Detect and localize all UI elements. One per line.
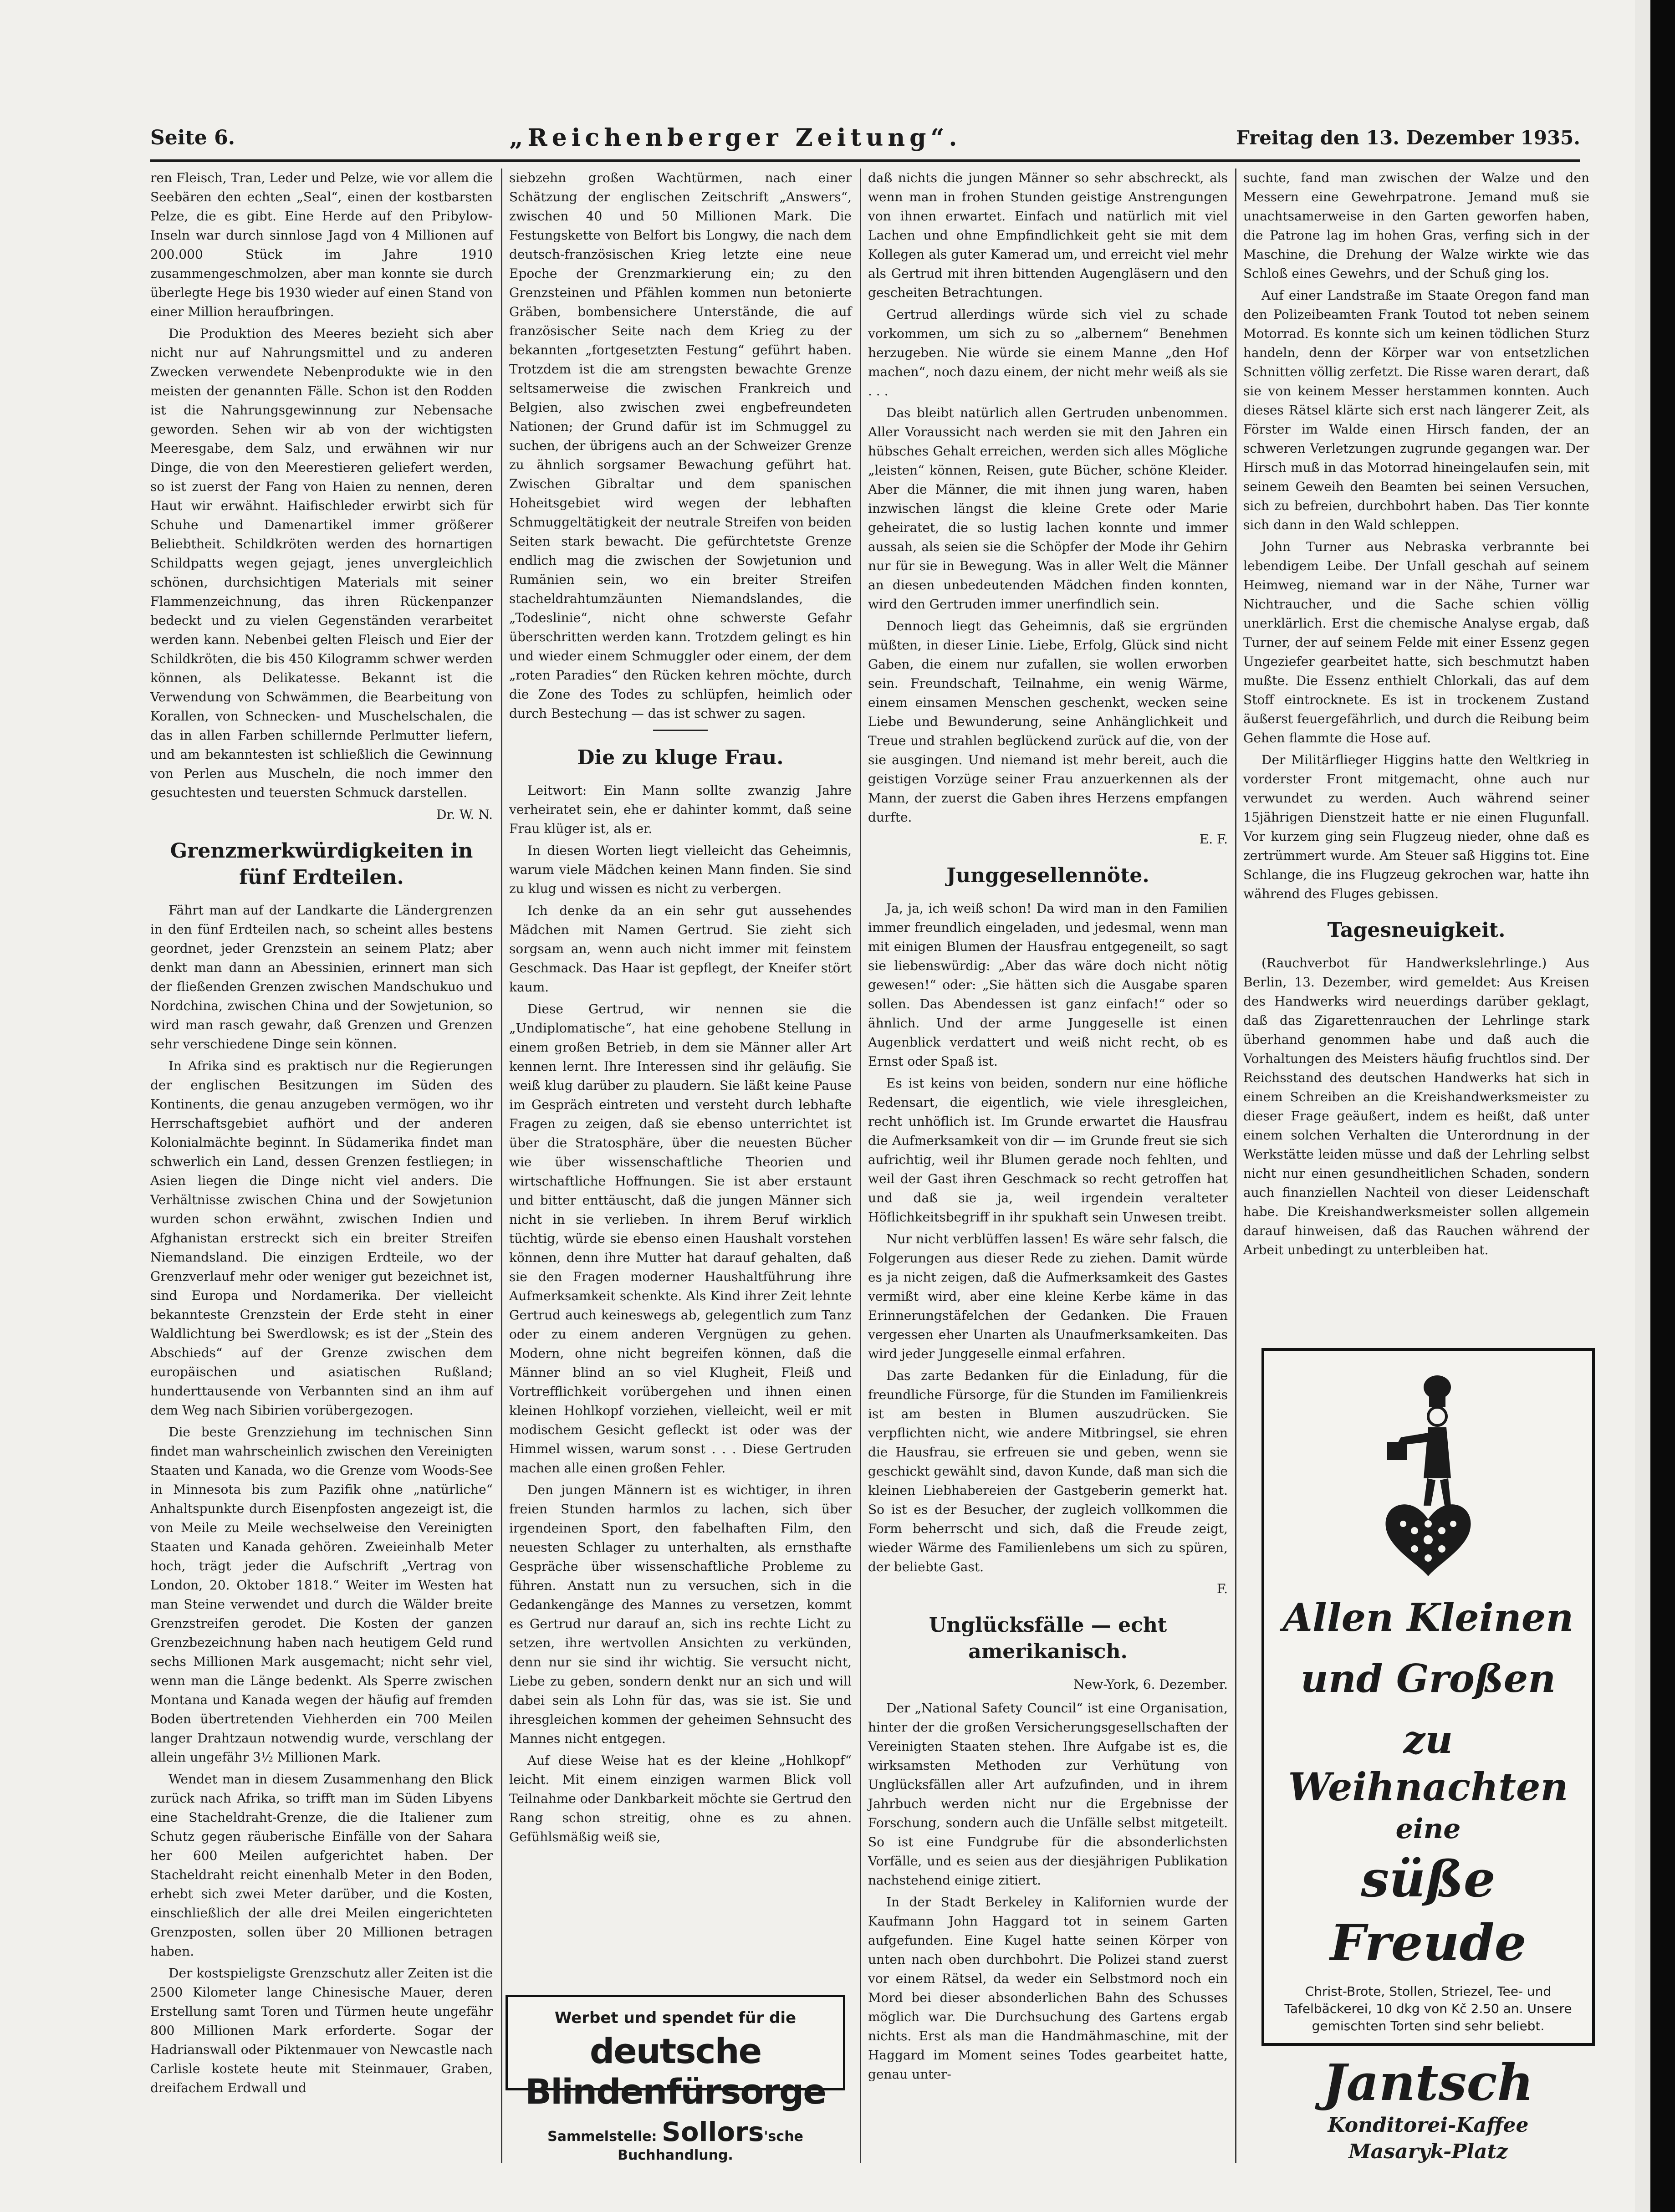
paragraph: Dennoch liegt das Geheimnis, daß sie ergründen müßten, in dieser Linie. Liebe, Erfolg, Glück sind nicht Gaben, die einem nur zufallen, sie wollen erworben sein. Freundschaft, Teilnahme, ein wenig Wärme, einem einsamen Menschen geschenkt, wecken seine Liebe und Bewunderung, seine Anhänglichkeit und Treue und strahlen beglückend zurück auf die, von der sie ausgingen. Und niemand ist mehr bereit, auch die geistigen Vorzüge seiner Frau anzuerkennen als der Mann, der zuerst die Gaben ihres Herzens empfangen durfte. xyxy=(868,618,1228,825)
charity-ad-collection-point: Sammelstelle: Sollors'sche Buchhandlung. xyxy=(547,2116,803,2163)
paragraph: (Rauchverbot für Handwerkslehrlinge.) Aus Berlin, 13. Dezember, wird gemeldet: Aus Kreisen des Handwerks wird neuerdings darüber geklagt, daß das Zigarettenrauchen der Lehrlinge stark überhand genommen habe und daß auch die Vorhaltungen des Meisters häufig fruchtlos sind. Der Reichsstand des deutschen Handwerks hat sich in einem Schreiben an die Kreishandwerksmeister zu dieser Frage geäußert, indem es heißt, daß unter einem solchen Verhalten die Unterordnung in der Werkstätte leiden müsse und daß der Lehrling selbst nicht nur einen gesundheitlichen Schaden, sondern auch finanziellen Nachteil von dieser Leidenschaft habe. Die Kreishandwerksmeister sollen allgemein darauf hinweisen, daß das Rauchen während der Arbeit unbedingt zu unterbleiben hat. xyxy=(1243,955,1589,1257)
ad-shop-type: Konditorei-Kaffee xyxy=(1328,2114,1529,2137)
ad-slogan-line5: süße Freude xyxy=(1330,1849,1527,1972)
ad-slogan-line4: eine xyxy=(1395,1813,1461,1845)
article-headline: Junggesellennöte. xyxy=(946,864,1149,887)
bakery-advertisement xyxy=(1261,1348,1595,2163)
charity-ad-line1: Werbet und spendet für die xyxy=(554,2009,797,2027)
column-divider xyxy=(1235,169,1236,2163)
ad-slogan-line3: zu Weihnachten xyxy=(1288,1717,1568,1809)
ad-slogan-line2: und Großen xyxy=(1300,1656,1556,1701)
paragraph: Auf diese Weise hat es der kleine „Hohlkopf“ leicht. Mit einem einzigen warmen Blick voll Teilnahme oder Dankbarkeit möchte sie Gertrud den Rang schon streitig, ohne es zu ahnen. Gefühlsmäßig weiß sie, xyxy=(509,1753,852,1844)
paragraph: Leitwort: Ein Mann sollte zwanzig Jahre verheiratet sein, ehe er dahinter kommt, daß seine Frau klüger ist, als er. xyxy=(509,783,852,836)
column-divider xyxy=(860,169,861,2163)
paragraph: Der „National Safety Council“ ist eine Organisation, hinter der die großen Versicherungsgesellschaften der Vereinigten Staaten stehen. Ihre Aufgabe ist es, die wirksamsten Methoden zur Verhütung von Unglücksfällen aller Art aufzufinden, und in ihrem Jahrbuch werden nicht nur die Ergebnisse der Forschung, sondern auch die Unfälle selbst mitgeteilt. So ist eine Fundgrube für die absonderlichsten Vorfälle, und es seien aus der diesjährigen Publikation nachstehend einige zitiert. xyxy=(868,1701,1228,1888)
column-1 xyxy=(150,169,493,2100)
paragraph: daß nichts die jungen Männer so sehr abschreckt, als wenn man in frohen Stunden geistige Anstrengungen von ihnen erwartet. Einfach und natürlich mit viel Lachen und ohne Empfindlichkeit geht sie mit dem Kollegen als guter Kamerad um, und erreicht viel mehr als Gertrud mit ihren bittenden Augengläsern und den gescheiten Betrachtungen. xyxy=(868,170,1228,300)
author-signature: F. xyxy=(1217,1581,1228,1596)
newspaper-name: „Reichenberger Zeitung“. xyxy=(509,123,962,152)
charity-ad-title: deutsche Blindenfürsorge xyxy=(525,2031,826,2112)
paragraph: In der Stadt Berkeley in Kalifornien wurde der Kaufmann John Haggard tot in seinem Garten aufgefunden. Eine Kugel hatte seinen Körper von unten nach oben durchbohrt. Die Polizei stand zuerst vor einem Rätsel, da weder ein Selbstmord noch ein Mord bei dieser absonderlichen Bahn des Schusses möglich war. Die Durchsuchung des Gartens ergab nichts. Erst als man die Handmähmaschine, mit der Haggard im Moment seines Todes gearbeitet hatte, genau unter- xyxy=(868,1895,1228,2082)
dateline: New-York, 6. Dezember. xyxy=(1073,1677,1228,1692)
paragraph: Den jungen Männern ist es wichtiger, in ihren freien Stunden harmlos zu lachen, sich über irgendeinen Sport, den fabelhaften Film, den neuesten Schlager zu unterhalten, als ernsthafte Gespräche über wissenschaftliche Probleme zu führen. Anstatt nun zu versuchen, sich in die Gedankengänge des Mannes zu versetzen, kommt es Gertrud nur darauf an, sich ins rechte Licht zu setzen, ihre wertvollen Ansichten zu verkünden, denn nur sie sind ihr wichtig. Sie versucht nicht, Liebe zu geben, sondern denkt nur an sich und will dabei sein als Lohn für das, was sie ist. Sie und ihresgleichen kommen der geheimen Sehnsucht des Mannes nicht entgegen. xyxy=(509,1482,852,1746)
article-headline: Die zu kluge Frau. xyxy=(577,746,784,769)
paragraph: Gertrud allerdings würde sich viel zu schade vorkommen, um sich zu so „albernem“ Benehmen herzugeben. Nie würde sie einem Manne „den Hof machen“, noch dazu einem, der nicht mehr weiß als sie . . . xyxy=(868,307,1228,398)
paragraph: Fährt man auf der Landkarte die Ländergrenzen in den fünf Erdteilen nach, so scheint alles bestens geordnet, jeder Grenzstein an seinem Platz; aber denkt man dann an Abessinien, erinnert man sich der fließenden Grenzen zwischen Mandschukuo und Nordchina, zwischen China und der Sowjetunion, so wird man rasch gewahr, daß Grenzen und Grenzen sehr verschiedene Dinge sein können. xyxy=(150,903,493,1052)
section-divider xyxy=(653,730,708,731)
article-headline: Grenzmerkwürdigkeiten in fünf Erdteilen. xyxy=(170,839,473,889)
paragraph: Die Produktion des Meeres bezieht sich aber nicht nur auf Nahrungsmittel und zu anderen Zwecken verwendete Nebenprodukte wie in den meisten der genannten Fälle. Schon ist den Rodden ist die Nahrungsgewinnung zur Nebensache geworden. Sehen wir ab von der wichtigsten Meeresgabe, dem Salz, und erwähnen wir nur Dinge, die von den Meerestieren geliefert werden, so ist zuerst der Fang von Haien zu nennen, deren Haut wir erwähnt. Haifischleder erwirbt sich für Schuhe und Damenartikel immer größerer Beliebtheit. Schildkröten werden des hornartigen Schildpatts wegen gejagt, jenes unvergleichlich schönen, durchsichtigen Materials mit seiner Flammenzeichnung, das ihren Rückenpanzer bedeckt und zu vielen Gegenständen verarbeitet werden kann. Nebenbei gelten Fleisch und Eier der Schildkröten, die bis 450 Kilogramm schwer werden können, als Delikatesse. Bekannt ist die Verwendung von Schwämmen, die Bearbeitung von Korallen, von Schnecken- und Muschelschalen, die das in allen Farben schillernde Perlmutter liefern, und am bekanntesten ist schließlich die Gewinnung von Perlen aus Muscheln, die noch immer den gesuchtesten und teuersten Schmuck darstellen. xyxy=(150,326,493,800)
article-headline: Tagesneuigkeit. xyxy=(1327,919,1506,942)
paragraph: In Afrika sind es praktisch nur die Regierungen der englischen Besitzungen im Süden des Kontinents, die genau anzugeben vermögen, wo ihr Herrschaftsgebiet aufhört und der anderen Kolonialmächte beginnt. In Südamerika findet man schwerlich ein Land, dessen Grenzen festliegen; in Asien liegen die Dinge nicht viel anders. Die Verhältnisse zwischen China und der Sowjetunion wurden schon erwähnt, zwischen Indien und Afghanistan erstreckt sich ein breiter Streifen Niemandsland. Die einzigen Erdteile, wo der Grenzverlauf mehr oder weniger gut bezeichnet ist, sind Europa und Nordamerika. Der vielleicht bekannteste Grenzstein der Erde steht in einer Waldlichtung bei Swerdlowsk; es ist der „Stein des Abschieds“ auf der Grenze zwischen dem europäischen und asiatischen Rußland; hunderttausende von Verbannten sind an ihm auf dem Weg nach Sibirien vorübergezogen. xyxy=(150,1058,493,1418)
paragraph: John Turner aus Nebraska verbrannte bei lebendigem Leibe. Der Unfall geschah auf seinem Heimweg, niemand war in der Nähe, Turner war Nichtraucher, und die Sache schien völlig unerklärlich. Erst die chemische Analyse ergab, daß Turner, der auf seinem Felde mit einer Essenz gegen Ungeziefer gearbeitet hatte, sich beschmutzt haben mußte. Die Essenz enthielt Chlorkali, das auf dem Stoff eintrocknete. Es ist in trockenem Zustand äußerst feuergefährlich, und durch die Reibung beim Gehen flammte die Hose auf. xyxy=(1243,539,1589,746)
author-signature: Dr. W. N. xyxy=(436,807,493,822)
adjacent-page-strip xyxy=(1635,0,1650,2212)
page-number: Seite 6. xyxy=(150,126,235,149)
article-headline: Unglücksfälle — echt amerikanisch. xyxy=(929,1614,1167,1663)
issue-date: Freitag den 13. Dezember 1935. xyxy=(1236,126,1580,149)
page-header xyxy=(150,119,1580,156)
ad-slogan-line1: Allen Kleinen xyxy=(1282,1595,1574,1640)
paragraph: Das zarte Bedanken für die Einladung, für die freundliche Fürsorge, für die Stunden im Familienkreis ist am besten in Blumen auszudrücken. Sie verpflichten nicht, wie andere Mitbringsel, sie ehren die Hausfrau, sie erfreuen sie und geben, wenn sie geschickt gewählt sind, davon Kunde, daß man sich die kleinen Liebhabereien der Gastgeberin gemerkt hat. So ist es der Besucher, der zugleich vollkommen die Form beherrscht und sich, daß die Freude zeigt, wieder Wärme des Familienlebens um sich zu spüren, der beliebte Gast. xyxy=(868,1368,1228,1574)
paragraph: Nur nicht verblüffen lassen! Es wäre sehr falsch, die Folgerungen aus dieser Rede zu ziehen. Damit würde es ja nicht zeigen, daß die Aufmerksamkeit des Gastes vermißt wird, aber eine kleine Kerbe käme in das Erinnerungstäfelchen der Gedanken. Die Frauen vergessen eher Unarten als Unaufmerksamkeiten. Das wird jeder Junggeselle einmal erfahren. xyxy=(868,1231,1228,1361)
paragraph: Diese Gertrud, wir nennen sie die „Undiplomatische“, hat eine gehobene Stellung in einem großen Betrieb, in dem sie Männer aller Art kennen lernt. Ihre Interessen sind ihr geläufig. Sie weiß klug darüber zu plaudern. Sie läßt keine Pause im Gespräch eintreten und versteht durch lebhafte Fragen zu zeigen, daß sie ebenso unterrichtet ist über die Stratosphäre, über die neuesten Bücher wie über wissenschaftliche Theorien und wirtschaftliche Hoffnungen. Sie ist aber erstaunt und bitter enttäuscht, daß die jungen Männer sich nicht in sie verlieben. In ihrem Beruf wirklich tüchtig, würde sie ebenso einen Haushalt vorstehen können, denn ihre Mutter hat darauf gehalten, daß sie den Fragen moderner Haushaltführung ihre Aufmerksamkeit schenkte. Als Kind ihrer Zeit lehnte Gertrud auch keineswegs ab, gelegentlich zum Tanz oder zu einem anderen Vergnügen zu gehen. Modern, ohne nicht begreifen können, daß die Männer blind an so viel Klugheit, Fleiß und Vortrefflichkeit vorübergehen und ihnen einen kleinen Hohlkopf vorziehen, vielleicht, weil er mit modischem Gesicht gefleckt ist oder was der Himmel wissen, warum sonst . . . Diese Gertruden machen alle einen großen Fehler. xyxy=(509,1001,852,1476)
paragraph: Der kostspieligste Grenzschutz aller Zeiten ist die 2500 Kilometer lange Chinesische Mauer, deren Erstellung samt Toren und Türmen heute ungefähr 800 Millionen Mark erforderte. Sogar der Hadrianswall oder Piktenmauer von Newcastle nach Carlisle kostete heute mit Steinmauer, Graben, dreifachem Erdwall und xyxy=(150,1966,493,2095)
paragraph: Ja, ja, ich weiß schon! Da wird man in den Familien immer freundlich eingeladen, und jedesmal, wenn man mit einigen Blumen der Hausfrau entgegeneilt, so sagt sie liebenswürdig: „Aber das wäre doch nicht nötig gewesen!“ oder: „Sie hätten sich die Ausgabe sparen sollen. Das Abendessen ist ganz einfach!“ oder so ähnlich. Und der arme Junggeselle ist einen Augenblick verdattert und weiß nicht recht, ob es Ernst oder Spaß ist. xyxy=(868,901,1228,1069)
paragraph: Auf einer Landstraße im Staate Oregon fand man den Polizeibeamten Frank Toutod tot neben seinem Motorrad. Es konnte sich um keinen tödlichen Sturz handeln, denn der Körper war von entsetzlichen Schnitten völlig zerfetzt. Die Risse waren derart, daß sie von keinem Messer herstammen konnten. Auch dieses Rätsel klärte sich erst nach längerer Zeit, als Förster im Walde einen Hirsch fanden, der an schweren Verletzungen zugrunde gegangen war. Der Hirsch muß in das Motorrad hineingelaufen sein, mit seinem Geweih den Beamten bei seinen Versuchen, sich zu befreien, durchbohrt haben. Das Tier konnte sich dann in den Wald schleppen. xyxy=(1243,288,1589,532)
author-signature: E. F. xyxy=(1199,832,1228,847)
paragraph: Die beste Grenzziehung im technischen Sinn findet man wahrscheinlich zwischen den Vereinigten Staaten und Kanada, wo die Grenze vom Woods-See in Minnesota bis zum Pazifik ohne „natürliche“ Anhaltspunkte durch Eisenpfosten angezeigt ist, die von Meile zu Meile wechselweise den Vereinigten Staaten und Kanada gehören. Zweieinhalb Meter hoch, trägt jeder die Aufschrift „Vertrag von London, 20. Oktober 1818.“ Weiter im Westen hat man Steine verwendet und durch die Wälder breite Grenzstreifen gerodet. Die Kosten der ganzen Grenzbezeichnung haben nach heutigem Geld rund sechs Millionen Mark ausgemacht; nicht sehr viel, wenn man die Länge bedenkt. Als Sperre zwischen Montana und Kanada wegen der häufig auf fremden Boden übertretenden Viehherden ein 700 Meilen langer Drahtzaun notwendig wurde, verschlang der allein ungefähr 3½ Millionen Mark. xyxy=(150,1425,493,1765)
column-3 xyxy=(868,169,1228,2087)
ad-shop-name: Jantsch xyxy=(1323,2053,1534,2112)
chef-with-heart-icon xyxy=(1360,1369,1496,1579)
paragraph: Es ist keins von beiden, sondern nur eine höfliche Redensart, die eigentlich, wie viele ihresgleichen, recht unhöflich ist. Im Grunde erwartet die Hausfrau die Aufmerksamkeit von dir — im Grunde freut sie sich aufrichtig, weil ihr Blumen gerade noch fehlten, und weil der Gast ihren Geschmack so recht getroffen hat und daß sie ja, weil irgendein veralteter Höflichkeitsbegriff in ihr spukhaft sein Unwesen treibt. xyxy=(868,1076,1228,1225)
charity-advertisement xyxy=(506,1995,845,2163)
header-rule xyxy=(150,159,1580,162)
paragraph: Der Militärflieger Higgins hatte den Weltkrieg in vorderster Front mitgemacht, ohne auch nur verwundet zu werden. Auch während seiner 15jährigen Dienstzeit hatte er nie einen Flugunfall. Vor kurzem ging sein Flugzeug nieder, ohne daß es zertrümmert wurde. Am Steuer saß Higgins tot. Eine Schlange, die ins Flugzeug gekrochen war, hatte ihn während des Fluges gebissen. xyxy=(1243,752,1589,901)
paragraph: In diesen Worten liegt vielleicht das Geheimnis, warum viele Mädchen keinen Mann finden. Sie sind zu klug und wissen es nicht zu verbergen. xyxy=(509,843,852,896)
paragraph: Ich denke da an ein sehr gut aussehendes Mädchen mit Namen Gertrud. Sie zieht sich sorgsam an, wenn auch nicht immer mit feinstem Geschmack. Das Haar ist gepflegt, der Kneifer stört kaum. xyxy=(509,903,852,995)
paragraph: Wendet man in diesem Zusammenhang den Blick zurück nach Afrika, so trifft man im Süden Libyens eine Stacheldraht-Grenze, die die Italiener zum Schutz gegen räuberische Einfälle von der Sahara her 600 Meilen aufgerichtet haben. Der Stacheldraht reicht einenhalb Meter in den Boden, erhebt sich zwei Meter darüber, und die Kosten, einschließlich der alle drei Meilen eingerichteten Grenzposten, sollen über 20 Millionen betragen haben. xyxy=(150,1772,493,1959)
column-divider xyxy=(501,169,502,2163)
paragraph: ren Fleisch, Tran, Leder und Pelze, wie vor allem die Seebären den echten „Seal“, einen der kostbarsten Pelze, die es gibt. Eine Herde auf den Pribylow-Inseln war durch sinnlose Jagd von 4 Millionen auf 200.000 Stück im Jahre 1910 zusammengeschmolzen, aber man konnte sie durch überlegte Hege bis 1930 wieder auf einen Stand von einer Million heraufbringen. xyxy=(150,170,493,319)
ad-shop-address: Masaryk-Platz xyxy=(1348,2140,1508,2163)
paragraph: suchte, fand man zwischen der Walze und den Messern eine Gewehrpatrone. Jemand muß sie unachtsamerweise in den Garten geworfen haben, die Patrone lag im hohen Gras, verfing sich in der Maschine, die Drehung der Walze wirkte wie das Schloß eines Gewehrs, und der Schuß ging los. xyxy=(1243,170,1589,281)
column-4 xyxy=(1243,169,1589,1262)
ad-product-description: Christ-Brote, Stollen, Striezel, Tee- und Tafelbäckerei, 10 dkg von Kč 2.50 an. Unsere gemischten Torten sind sehr beliebt. xyxy=(1284,1984,1572,2033)
paragraph: siebzehn großen Wachtürmen, nach einer Schätzung der englischen Zeitschrift „Answers“, zwischen 40 und 50 Millionen Mark. Die Festungskette von Belfort bis Longwy, die nach dem deutsch-französischen Krieg letzte eine neue Epoche der Grenzmarkierung ein; zu den Grenzsteinen und Pfählen kommen nun betonierte Gräben, bombensichere Unterstände, die auf französischer Seite nach dem Krieg zu der bekannten „fortgesetzten Festung“ geführt haben. Trotzdem ist die am strengsten bewachte Grenze seltsamerweise die zwischen Frankreich und Belgien, also zwischen zwei engbefreundeten Nationen; der Grund dafür ist im Schmuggel zu suchen, der übrigens auch an der Schweizer Grenze zu ähnlich sorgsamer Bewachung geführt hat. Zwischen Gibraltar und dem spanischen Hoheitsgebiet wird wegen der lebhaften Schmuggeltätigkeit der neutrale Streifen von beiden Seiten stark bewacht. Die gefürchtetste Grenze endlich mag die zwischen der Sowjetunion und Rumänien sein, wo ein breiter Streifen stacheldrahtumzäunten Niemandslandes, die „Todeslinie“, nicht ohne schwerste Gefahr überschritten werden kann. Trotzdem gelingt es hin und wieder einem Schmuggler oder einem, der dem „roten Paradies“ den Rücken kehren möchte, durch die Zone des Todes zu schlüpfen, heimlich oder durch Bestechung — das ist schwer zu sagen. xyxy=(509,170,852,721)
column-2 xyxy=(509,169,852,1849)
paragraph: Das bleibt natürlich allen Gertruden unbenommen. Aller Voraussicht nach werden sie mit den Jahren ein hübsches Gehalt erreichen, werden sich alles Mögliche „leisten“ können, Reisen, gute Bücher, schöne Kleider. Aber die Männer, die mit ihnen jung waren, haben inzwischen längst die kleine Grete oder Marie geheiratet, die so lustig lachen konnte und immer aussah, als seien sie die Schöpfer der Mode ihr Gehirn nur für sie in Bewegung. Was in aller Welt die Männer an diesen unbedeutenden Mädchen finden konnten, wird den Gertruden immer unerfindlich sein. xyxy=(868,405,1228,612)
